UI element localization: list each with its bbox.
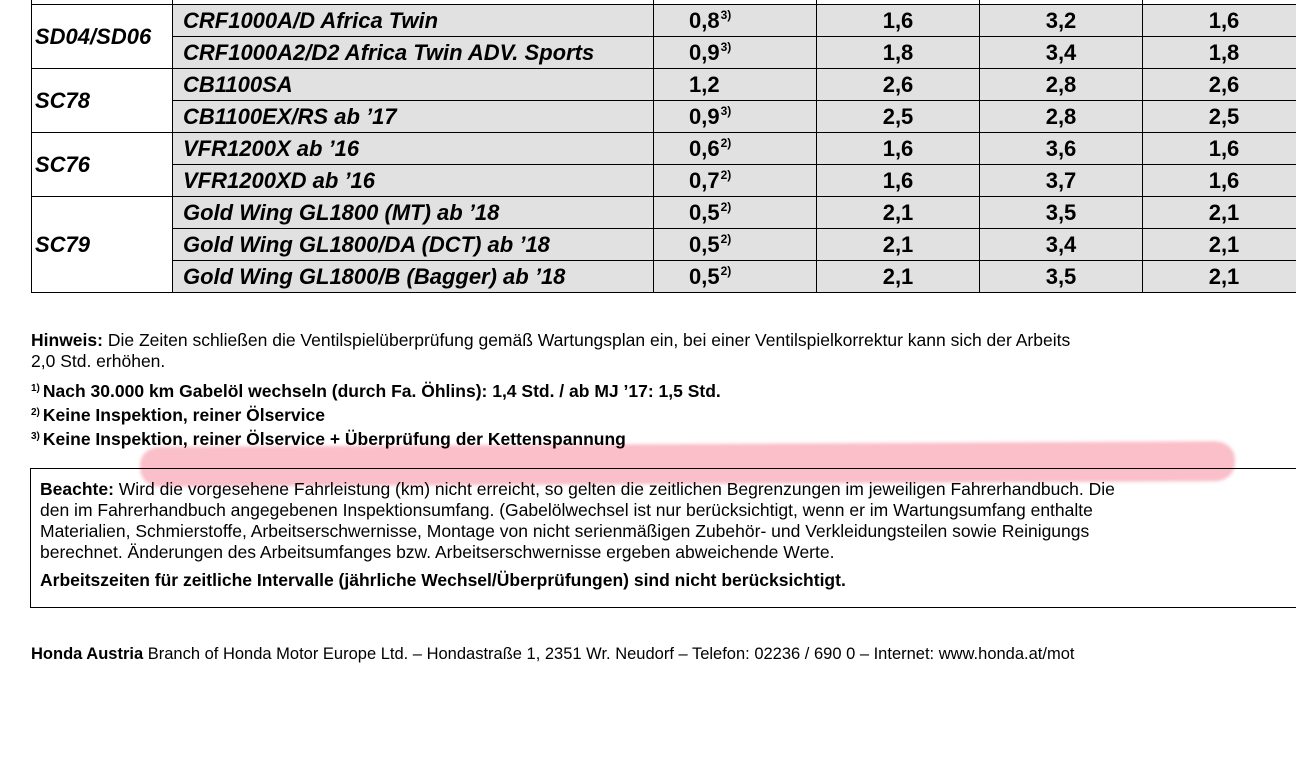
hours-value-cell: 3,4 xyxy=(980,37,1143,69)
hours-value-cell: 1,6 xyxy=(1143,5,1296,37)
hours-value-cell: 2,5 xyxy=(817,101,980,133)
hours-value-cell: 0,9$^{3)}$ xyxy=(654,37,817,69)
footnote-3: $^{3)}$ Keine Inspektion, reiner Ölservice + Überprüfung der Kettenspannung xyxy=(31,429,626,449)
hours-value-cell: 1,8 xyxy=(817,37,980,69)
hours-value-cell: 1,6 xyxy=(1143,165,1296,197)
model-name-cell: Gold Wing GL1800/DA (DCT) ab ’18 xyxy=(173,229,654,261)
hours-value-cell: 2,8 xyxy=(980,101,1143,133)
footnote-1: $^{1)}$ Nach 30.000 km Gabelöl wechseln (durch Fa. Öhlins): 1,4 Std. / ab MJ ’17: 1,5 Std. xyxy=(31,381,721,401)
model-name-cell: CB1100EX/RS ab ’17 xyxy=(173,101,654,133)
table-row xyxy=(32,165,1296,197)
hours-value-cell: 0,5$^{2)}$ xyxy=(654,261,817,293)
hours-value-cell: 2,5 xyxy=(1143,101,1296,133)
model-code-cell: SD04/SD06 xyxy=(32,5,173,69)
table-row xyxy=(32,229,1296,261)
hours-value-cell: 1,6 xyxy=(817,133,980,165)
hours-value-cell: 2,1 xyxy=(1143,229,1296,261)
model-name-cell: VFR1200X ab ’16 xyxy=(173,133,654,165)
notes-section xyxy=(31,330,1296,450)
table-row xyxy=(32,197,1296,229)
beachte-line-4: berechnet. Änderungen des Arbeitsumfanges bzw. Arbeitserschwernisse ergeben abweichende Werte. xyxy=(40,542,835,562)
hours-value-cell: 1,6 xyxy=(817,5,980,37)
table-row xyxy=(32,37,1296,69)
hours-value-cell: 0,9$^{3)}$ xyxy=(654,101,817,133)
hours-value-cell: 3,2 xyxy=(980,5,1143,37)
hinweis-note-cont: 2,0 Std. erhöhen. xyxy=(31,351,166,371)
hours-value-cell: 0,6$^{2)}$ xyxy=(654,133,817,165)
beachte-line-1: Beachte: Wird die vorgesehene Fahrleistung (km) nicht erreicht, so gelten die zeitlichen Begrenzungen im jeweiligen Fahrerhandbuch. Die xyxy=(40,479,1115,499)
model-code-cell: SC78 xyxy=(32,69,173,133)
hours-value-cell: 1,8 xyxy=(1143,37,1296,69)
hours-value-cell: 2,1 xyxy=(817,197,980,229)
hours-value-cell: 2,1 xyxy=(817,261,980,293)
table-row xyxy=(32,133,1296,165)
table-row xyxy=(32,101,1296,133)
model-name-cell: CB1100SA xyxy=(173,69,654,101)
beachte-box xyxy=(30,468,1296,608)
hours-value-cell: 3,5 xyxy=(980,197,1143,229)
footer-brand: Honda Austria xyxy=(31,645,144,663)
footnote-2: $^{2)}$ Keine Inspektion, reiner Ölservice xyxy=(31,405,325,425)
table-row xyxy=(32,69,1296,101)
model-name-cell: Gold Wing GL1800 (MT) ab ’18 xyxy=(173,197,654,229)
footer-text: Branch of Honda Motor Europe Ltd. – Hondastraße 1, 2351 Wr. Neudorf – Telefon: 02236 / 690 0 – Internet: www.honda.at/mot xyxy=(143,645,1075,663)
hinweis-note: Hinweis: Die Zeiten schließen die Ventilspielüberprüfung gemäß Wartungsplan ein, bei einer Ventilspielkorrektur kann sich der Arbeits xyxy=(31,330,1071,350)
hours-value-cell: 2,6 xyxy=(1143,69,1296,101)
service-time-table xyxy=(31,0,1296,293)
beachte-line-2: den im Fahrerhandbuch angegebenen Inspektionsumfang. (Gabelölwechsel ist nur berücksichtigt, wenn er im Wartungsumfang enthalte xyxy=(40,500,1093,520)
model-code-cell: SC76 xyxy=(32,133,173,197)
hours-value-cell: 2,1 xyxy=(1143,197,1296,229)
model-name-cell: VFR1200XD ab ’16 xyxy=(173,165,654,197)
model-name-cell: CRF1000A2/D2 Africa Twin ADV. Sports xyxy=(173,37,654,69)
model-name-cell: CRF1000A/D Africa Twin xyxy=(173,5,654,37)
model-name-cell: Gold Wing GL1800/B (Bagger) ab ’18 xyxy=(173,261,654,293)
hours-value-cell: 0,8$^{3)}$ xyxy=(654,5,817,37)
hours-value-cell: 2,8 xyxy=(980,69,1143,101)
hours-value-cell: 1,6 xyxy=(817,165,980,197)
hours-value-cell: 1,6 xyxy=(1143,133,1296,165)
beachte-line-3: Materialien, Schmierstoffe, Arbeitserschwernisse, Montage von nicht serienmäßigen Zubehör- und Verkleidungsteilen sowie Reinigungs xyxy=(40,521,1090,541)
table-row xyxy=(32,5,1296,37)
hours-value-cell: 2,6 xyxy=(817,69,980,101)
hours-value-cell: 0,7$^{2)}$ xyxy=(654,165,817,197)
hours-value-cell: 3,6 xyxy=(980,133,1143,165)
footer-address xyxy=(31,645,1074,664)
hours-value-cell: 2,1 xyxy=(817,229,980,261)
hours-value-cell: 2,1 xyxy=(1143,261,1296,293)
table-row xyxy=(32,261,1296,293)
hours-value-cell: 0,5$^{2)}$ xyxy=(654,197,817,229)
model-code-cell: SC79 xyxy=(32,197,173,293)
hours-value-cell: 3,5 xyxy=(980,261,1143,293)
hours-value-cell: 0,5$^{2)}$ xyxy=(654,229,817,261)
beachte-bold-note: Arbeitszeiten für zeitliche Intervalle (jährliche Wechsel/Überprüfungen) sind nicht berücksichtigt. xyxy=(40,570,846,590)
hours-value-cell: 3,7 xyxy=(980,165,1143,197)
hours-value-cell: 1,2 xyxy=(654,69,817,101)
hours-value-cell: 3,4 xyxy=(980,229,1143,261)
